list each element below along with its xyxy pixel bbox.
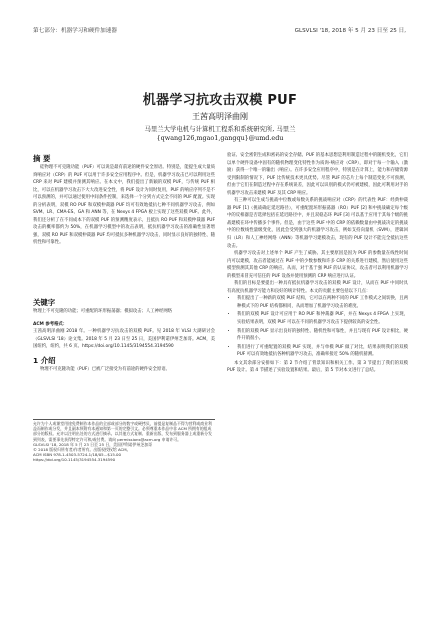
- contribution-item: • 我们提出了一种新的双模 PUF 结构，它可以在两种不同的 PUF 工作模式之间切换，且两种模式下的 PUF 结构都相同，从而增加了机器学习攻击的难度。: [237, 295, 408, 310]
- contribution-item: • 我们的双模 PUF 显示出良好的独特性、随机性和可靠性，并且与现有 PUF 设计相比，硬件开销很小。: [237, 328, 408, 343]
- right-paragraph-3: 机器学习攻击对上述单个 PUF 产生了威胁。其主要原因是因为 PUF 的参数量在线性时间内可以建模，攻击者能通过在 PUF 中的少数参数和许多 CRP 的关系进行建模，然后使用这些模型预测其其他 CRP 的响应。从而，对于基于强 PUF 的认证协议，攻击者可以利用机器学习的模型来冒充可信任的 PUF 设备并使用预测的 CRP 响应进行认证。: [227, 251, 408, 279]
- footnote-permission: 允许为个人或课堂用途免费制作本作品的全部或部分的数字或硬拷贝，前提是复制品不得为营利或商业利益而制作或分发，并且副本须附有本通知和第一页的完整引文。必须尊重本作品中非 ACM 所拥有的组成部分的版权。允许以注明出处的方式进行摘录。以其他方式复制、重新出版、发布到服务器上或重新分发到列表，需要事先获得特定许可和/或付费。请向 permissions@acm.org 申请许可。: [33, 421, 212, 442]
- abstract-heading: 摘 要: [33, 154, 51, 163]
- keywords-text: 物理上不可克隆的功能；可重配的环形振荡器；模拟攻击；人工神经网络: [33, 309, 172, 314]
- right-column: [227, 152, 408, 592]
- footnote-doi: https://doi.org/10.1145/3194554.3194590: [33, 457, 116, 463]
- paper-authors: 王茜高明泽曲刚: [192, 112, 248, 121]
- acm-heading: ACM 参考格式：: [33, 321, 68, 327]
- footnote-separator: [33, 419, 215, 420]
- abstract-text: 硅物理不可克隆功能（PUF）可以说是最有前途的硬件安全原语。特别是，能提生成大量质询响应对（CRP）的 PUF 可以用于许多安全应用程序中。但是，机器学习攻击已可以利用这些 CRP 来对 PUF 建模并预测其响应。在本文中，我们提出了新颖的双模 PUF，与传统 PUF 相比，可以在机器学习攻击下大大改进安全性，将 PUF 设计为同时复用，PUF 的响应序列不是不可以预测的，并可以通过使用中间条件控制，来选择一个分到方式完全不同的 PUF 配置。实现的分析表明，双模 RO PUF 和双模仲裁器 PUF 均可有效地抵抗七种不同机器学习攻击，例如 SVM、LR、CMA-ES、GA 和 ANN 等，在 Nexys 4 FPGA 板上实现了这些双模 PUF。此外，我们还分析了在不同成本下的双模 PUF 的预测精度表示，且抵抗 RO PUF 和双模仲裁器 PUF 攻击的概率都约为 50%，在机器学习模型中的攻击表明，抵抗机器学习攻击的准确性显著增强，双模 RO PUF 和双模仲裁器 PUF 均可抵抗多种机器学习攻击，同时显示良好的独特性、随机性和可靠性。: [33, 165, 215, 246]
- footnote-venue: GLSVLSI '18, 2018 年 5 月 23 日至 25 日，美国伊利诺伊州芝加哥: [33, 441, 153, 447]
- footnote-block: [33, 421, 215, 463]
- paper-email: {qwang126,mgao1,gangqu}@umd.edu: [156, 134, 284, 142]
- contribution-item: • 我们进行了可重配置的双模 PUF 实现，并与单模 PUF 做了对比，结果表明我们的双模 PUF 可以有效地抵抗各种机器学习攻击，准确率接近 50% 的随机猜测。: [237, 344, 408, 359]
- paper-title: 机器学习抗攻击双模 PUF: [142, 93, 298, 108]
- footnote-copyright: © 2018 版权归所有者/作者所有。出版权授权给 ACM。: [33, 447, 131, 453]
- acm-reference: 王茜高明泽曲刚 2018 年。一种机器学习抗攻击的双模 PUF。见 2018 年 VLSI 大湖研讨会（GLSVLSI '18）论文集。2018 年 5 月 23 日至 25 日，美国伊利诺伊州芝加哥。ACM，美国纽约，纽约，共 6 页。https://doi.org/10.1145/3194554.3194590: [33, 329, 215, 350]
- running-header-left: 第七部分：机器学习和硬件加速器: [33, 28, 117, 34]
- left-column: [33, 154, 215, 373]
- contribution-list: [227, 295, 408, 358]
- paper-affiliation: 马里兰大学电机与计算机工程系和系统研究所, 马里兰: [144, 125, 296, 133]
- right-paragraph-4: 我们的目标是要提出一种具有抵抗机器学习攻击的双模 PUF 设计，从而在 PUF 中同时具有高度抗机器学习能力和良好的统计特性。本文的贡献主要包括以下几点：: [227, 281, 408, 294]
- right-paragraph-2: 有三种可以生成与挑战中位数或每数关系的挑战响应对（CRP）的代表性 PUF：经典仲裁器 PUF [1]（挑战确定延迟路径），可重配置环形振荡器（RO）PUF [2] 和中挑战确定每个级中的反相器是否选择包括在延迟路径中，并且双稳态环 PUF [3] 可以基于应用于其每个级的挑战建模在环中传播多个事件。但是，由于这些 PUF 中的 CRP 的依赖数量由中挑战决定的挑战中的位数线性量级变化，因此会受到强大的机器学习攻击，例如支持向量机（SVM），逻辑回归（LR）和人工神经网络（ANN）等机器学习建模攻击，现有的 PUF 设计不能完全抵抗这些攻击。: [227, 198, 408, 249]
- intro-heading: 1 介绍: [33, 355, 56, 365]
- intro-text: 物理不可克隆功能（PUF）已被广泛接受为有前途的硬件安全原语。: [39, 366, 170, 372]
- contribution-item: • 我们的双模 PUF 设计可应用于 RO PUF 和仲裁器 PUF，并在 Nexys 4 FPGA 上实现，实验结果表明，双模 PUF 可以在不同的机器学习攻击下提供较高的安全性。: [237, 311, 408, 326]
- keywords-heading: 关键字: [33, 298, 56, 307]
- right-paragraph-5: 本文其余部分安排如下：第 2 节介绍了背景知识和相关工作。第 3 节提出了我们的双模 PUF 设计。第 4 节描述了实验设置和结果。最后，第 5 节对本文进行了总结。: [227, 360, 408, 374]
- running-header-right: GLSVLSI '18, 2018 年 5 月 23 日至 25 日,: [294, 28, 406, 34]
- right-paragraph-1: 验证、安全密钥生成和密码的安全存储。PUF 的基本思想是利用制造过程中的随机变化，它们以单个硬件设备中固有的随机物理变化特性作为质询-响应对（CRP），即对于每一个输入（激励）获得一个唯一的输出（响应）。在许多安全应用程序中，特别是在计算上，能力和存储资源受到限制的情况下，PUF 比传统技术更具优势。尽管 PUF 的芯片上每个制造变化不可预测，但由于它们在制造过程中存在系统误差，因此可以识别的模式仍可被建模，因此可利用对手的机器学习攻击来建模 PUF 及其 CRP 响应。: [227, 153, 408, 196]
- footnote-isbn: ACM ISBN 978-1-4503-5724-1/18/05...$15.00: [33, 452, 121, 458]
